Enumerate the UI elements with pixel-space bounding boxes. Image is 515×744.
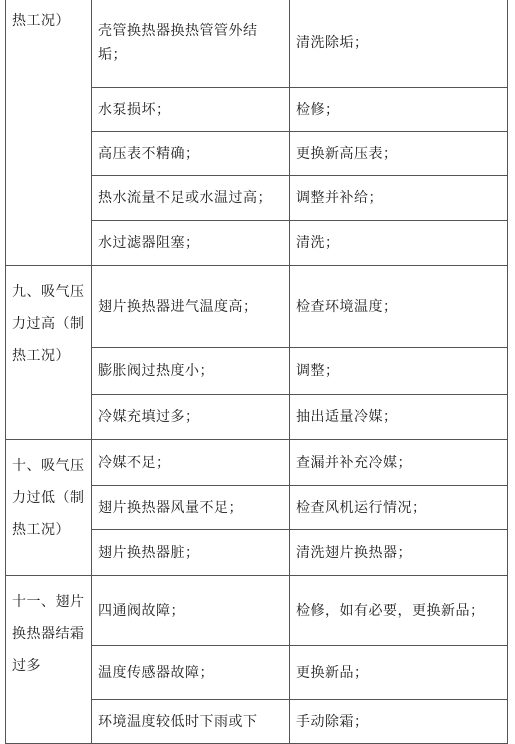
remedy-cell: 检修，如有必要，更换新品； xyxy=(290,576,508,646)
remedy-cell: 清洗除垢； xyxy=(290,0,508,88)
remedy-cell: 调整并补给； xyxy=(290,176,508,221)
cause-cell: 膨胀阀过热度小； xyxy=(92,348,290,395)
fault-title: 热工况） xyxy=(6,0,92,266)
remedy-cell: 调整； xyxy=(290,348,508,395)
cause-cell: 翅片换热器风量不足； xyxy=(92,486,290,530)
remedy-cell: 更换新品； xyxy=(290,646,508,700)
remedy-cell: 查漏并补充冷媒； xyxy=(290,440,508,486)
remedy-cell: 手动除霜； xyxy=(290,700,508,744)
troubleshooting-table xyxy=(5,0,508,744)
remedy-cell: 清洗翅片换热器； xyxy=(290,530,508,576)
remedy-cell: 更换新高压表； xyxy=(290,132,508,176)
remedy-cell: 检查环境温度； xyxy=(290,266,508,348)
cause-cell: 水泵损坏； xyxy=(92,88,290,132)
cause-cell: 壳管换热器换热管管外结垢； xyxy=(92,0,290,88)
table-row xyxy=(6,576,508,646)
fault-title: 九、吸气压力过高（制热工况） xyxy=(6,266,92,440)
fault-title: 十、吸气压力过低（制热工况） xyxy=(6,440,92,576)
cause-cell: 水过滤器阻塞； xyxy=(92,221,290,266)
fault-title: 十一、翅片换热器结霜过多 xyxy=(6,576,92,744)
cause-cell: 翅片换热器进气温度高； xyxy=(92,266,290,348)
cause-cell: 翅片换热器脏； xyxy=(92,530,290,576)
cause-cell: 热水流量不足或水温过高； xyxy=(92,176,290,221)
table-row xyxy=(6,266,508,348)
cause-cell: 冷媒充填过多； xyxy=(92,395,290,440)
cause-cell: 环境温度较低时下雨或下 xyxy=(92,700,290,744)
table-row xyxy=(6,0,508,88)
remedy-cell: 检查风机运行情况； xyxy=(290,486,508,530)
cause-cell: 四通阀故障； xyxy=(92,576,290,646)
remedy-cell: 清洗； xyxy=(290,221,508,266)
cause-cell: 冷媒不足； xyxy=(92,440,290,486)
table-row xyxy=(6,440,508,486)
remedy-cell: 检修； xyxy=(290,88,508,132)
cause-cell: 高压表不精确； xyxy=(92,132,290,176)
remedy-cell: 抽出适量冷媒； xyxy=(290,395,508,440)
cause-cell: 温度传感器故障； xyxy=(92,646,290,700)
